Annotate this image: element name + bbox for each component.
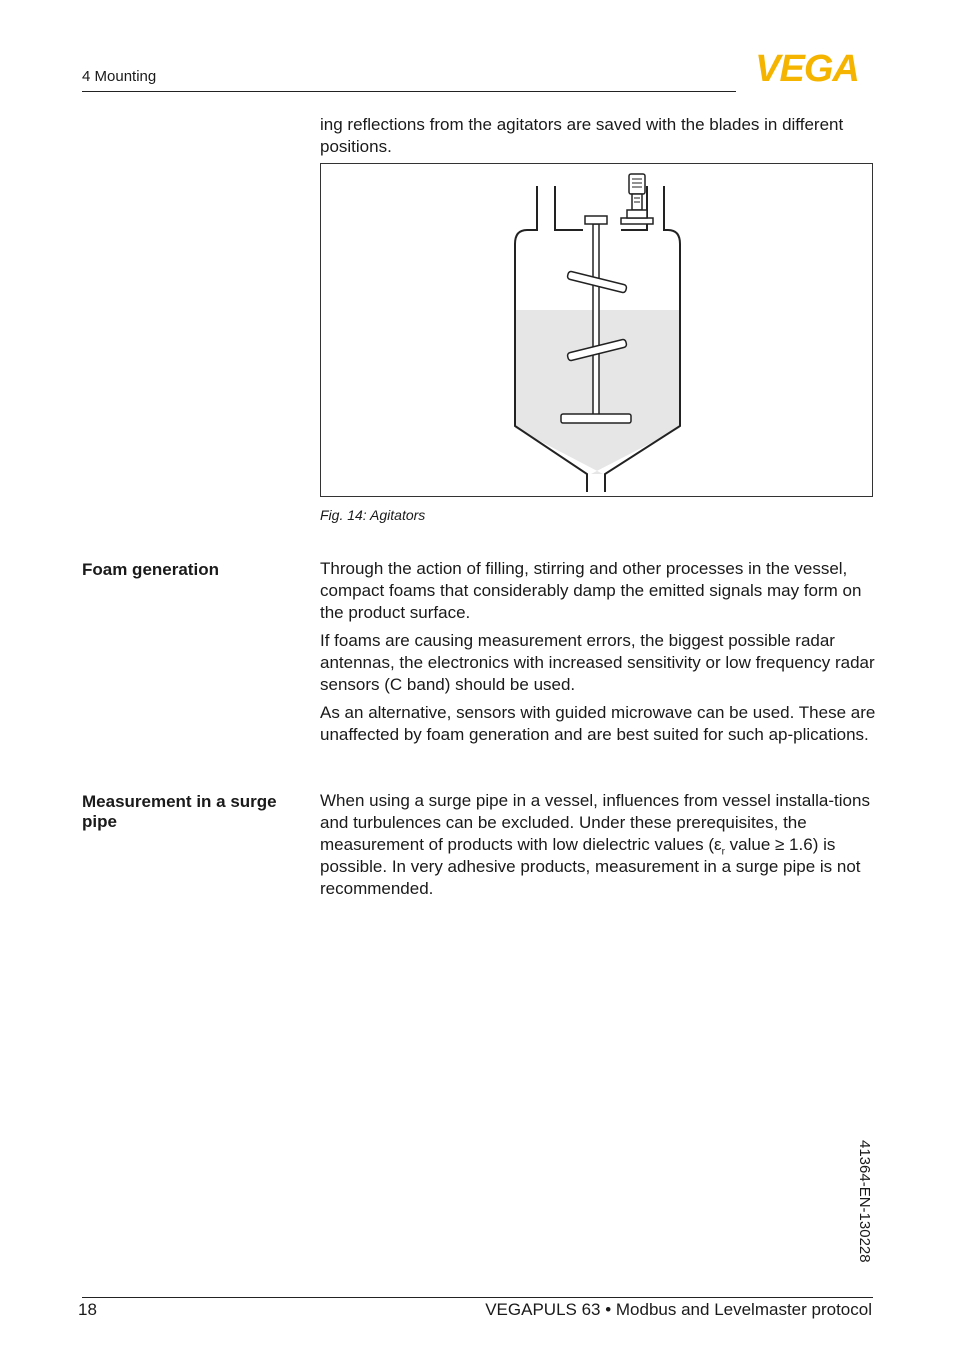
surge-pipe-paragraph	[320, 790, 880, 900]
agitator-shaft	[593, 224, 599, 420]
agitator-blade-bottom	[561, 414, 631, 423]
foam-paragraph-2: If foams are causing measurement errors, the biggest possible radar antennas, the electronics with increased sensitivity or low frequency radar sensors (C band) should be used.	[320, 631, 875, 694]
footer-document-title: VEGAPULS 63 • Modbus and Levelmaster protocol	[485, 1300, 872, 1319]
figure-caption: Fig. 14: Agitators	[320, 507, 426, 523]
epsilon-subscript: r	[721, 846, 725, 858]
surge-text-after: value ≥ 1.6) is possible. In very adhesive products, measurement in a surge pipe is not recommended.	[320, 835, 861, 898]
sensor-housing	[629, 174, 645, 194]
intro-paragraph: ing reflections from the agitators are saved with the blades in different positions.	[320, 115, 844, 156]
agitator-figure	[320, 163, 873, 497]
sensor-flange	[621, 218, 653, 224]
section-label-foam: Foam generation	[82, 560, 219, 579]
logo-lettering: VEGA	[755, 50, 859, 84]
header-divider	[82, 91, 736, 92]
sensor-mount	[627, 210, 647, 218]
section-label-surge-pipe: Measurement in a surge pipe	[82, 792, 277, 831]
foam-paragraph-1: Through the action of filling, stirring and other processes in the vessel, compact foams that considerably damp the emitted signals may form on the product surface.	[320, 559, 862, 622]
header-section-title: 4 Mounting	[82, 68, 157, 85]
foam-paragraph-3: As an alternative, sensors with guided microwave can be used. These are unaffected by foam generation and are best suited for such ap-plications.	[320, 703, 876, 744]
vega-logo	[740, 50, 874, 84]
document-number: 41364-EN-130228	[856, 1140, 873, 1263]
vessel-inner-left	[555, 186, 583, 230]
surge-text-before: When using a surge pipe in a vessel, influences from vessel installa-tions and turbulences can be excluded. Under these prerequisites, the measurement of products with low dielectric values (ε	[320, 791, 870, 854]
agitator-flange	[585, 216, 607, 224]
footer-divider	[82, 1297, 873, 1298]
page-number: 18	[78, 1300, 97, 1319]
